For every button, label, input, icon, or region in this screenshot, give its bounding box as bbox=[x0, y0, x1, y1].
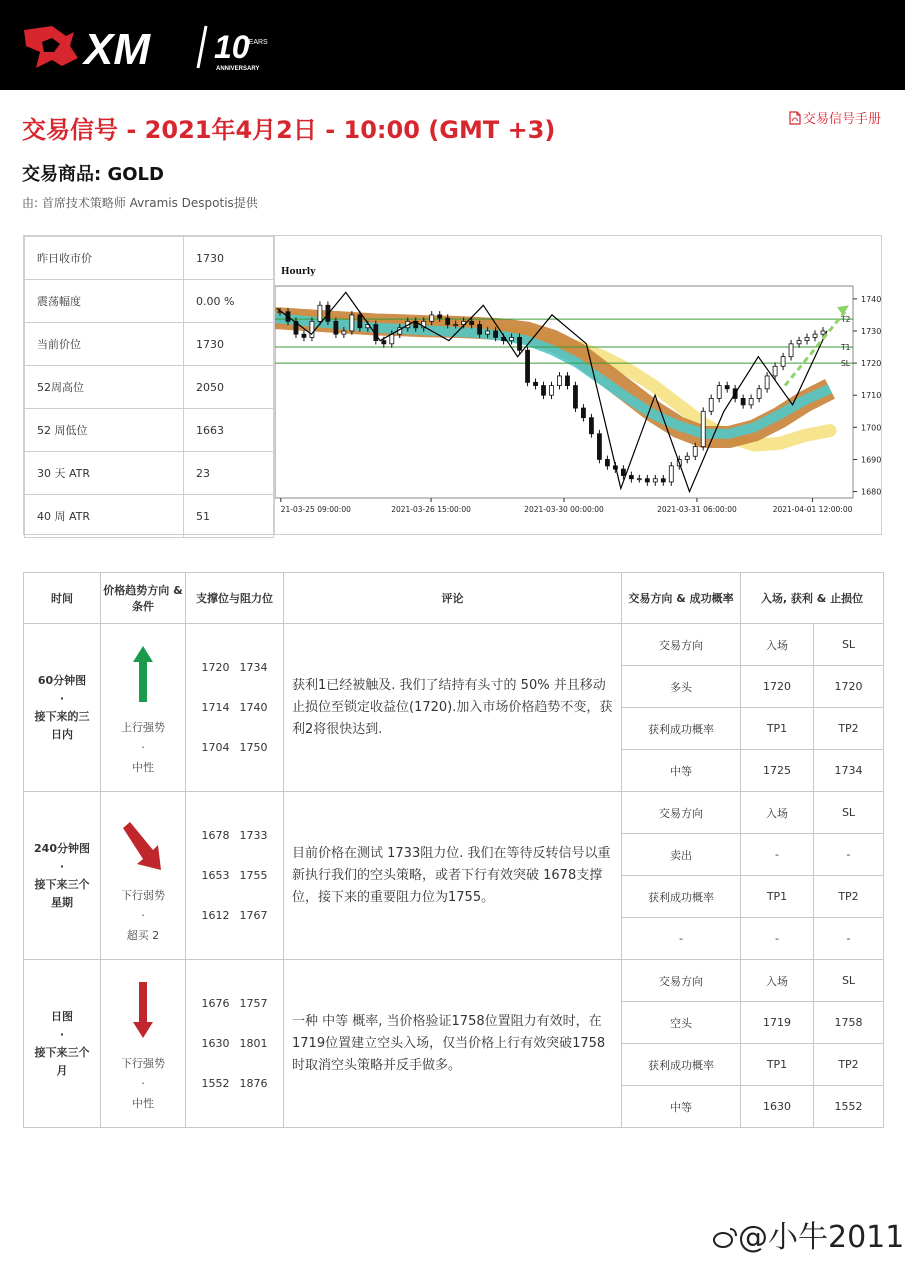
candle-body bbox=[318, 305, 322, 321]
header-comment: 评论 bbox=[284, 573, 622, 624]
candle-body bbox=[773, 366, 777, 376]
comment-cell: 一种 中等 概率, 当价格验证1758位置阻力有效时，在1719位置建立空头入场，仅当价格上行有效突破1758时取消空头策略并反手做多。 bbox=[284, 960, 622, 1128]
levels-cell bbox=[186, 792, 284, 960]
pdf-file-icon bbox=[789, 111, 801, 125]
period-line: 接下来的三 bbox=[34, 709, 90, 723]
resistance-level: 1757 bbox=[239, 996, 268, 1010]
period-line: 接下来三个 bbox=[34, 1045, 90, 1059]
candle-body bbox=[342, 331, 346, 334]
x-tick-label: 2021-03-31 06:00:00 bbox=[657, 505, 737, 514]
candle-body bbox=[637, 479, 641, 480]
candle-body bbox=[725, 386, 729, 389]
y-tick-label: 1740 bbox=[861, 294, 882, 304]
support-level: 1612 bbox=[201, 908, 230, 922]
stats-row bbox=[25, 237, 274, 280]
candle-body bbox=[669, 466, 673, 482]
candle-body bbox=[573, 386, 577, 408]
resistance-level: 1733 bbox=[239, 828, 268, 842]
stats-table bbox=[24, 236, 274, 538]
sub-cell: 获利成功概率 bbox=[622, 1044, 741, 1086]
y-tick-label: 1710 bbox=[861, 391, 882, 401]
stats-row bbox=[25, 495, 274, 538]
candle-body bbox=[597, 434, 601, 460]
period-line: 日图 bbox=[51, 1009, 73, 1023]
candle-body bbox=[717, 386, 721, 399]
level-label: T2 bbox=[841, 315, 851, 325]
candle-body bbox=[302, 334, 306, 337]
stat-label: 30 天 ATR bbox=[25, 452, 184, 495]
candle-body bbox=[701, 411, 705, 446]
candle-body bbox=[789, 344, 793, 357]
orange-band bbox=[275, 318, 830, 437]
candle-body bbox=[661, 479, 665, 482]
period-line: · bbox=[59, 859, 65, 873]
level-pair bbox=[187, 1064, 282, 1104]
trend-cell bbox=[101, 624, 186, 792]
stat-value: 0.00 % bbox=[184, 280, 274, 323]
resistance-level: 1801 bbox=[239, 1036, 268, 1050]
header-time: 时间 bbox=[24, 573, 101, 624]
y-tick-label: 1730 bbox=[861, 326, 882, 336]
candle-body bbox=[382, 341, 386, 344]
header-bar bbox=[0, 0, 905, 90]
signal-row bbox=[24, 624, 884, 666]
sub-cell: 1720 bbox=[741, 666, 814, 708]
support-level: 1676 bbox=[201, 996, 230, 1010]
level-pair bbox=[187, 984, 282, 1024]
header-levels: 支撑位与阻力位 bbox=[186, 573, 284, 624]
sub-cell: SL bbox=[814, 624, 884, 666]
sub-cell: TP1 bbox=[741, 708, 814, 750]
candle-body bbox=[821, 331, 825, 334]
header-direction: 交易方向 & 成功概率 bbox=[622, 573, 741, 624]
candle-body bbox=[350, 315, 354, 331]
logo-text: XM bbox=[84, 25, 150, 72]
stat-value: 51 bbox=[184, 495, 274, 538]
resistance-level: 1876 bbox=[239, 1076, 268, 1090]
signal-manual-link[interactable] bbox=[789, 108, 881, 127]
watermark-text: @小牛2011 bbox=[738, 1220, 905, 1255]
candle-body bbox=[741, 398, 745, 404]
stat-label: 52周高位 bbox=[25, 366, 184, 409]
trend-line: · bbox=[141, 740, 145, 754]
level-label: T1 bbox=[841, 343, 851, 353]
watermark bbox=[712, 1212, 904, 1256]
candle-body bbox=[486, 331, 490, 334]
sub-cell: TP2 bbox=[814, 1044, 884, 1086]
trend-line: 上行强势 bbox=[121, 720, 165, 734]
period-line: · bbox=[59, 691, 65, 705]
level-pair bbox=[187, 688, 282, 728]
projection-arrow bbox=[785, 312, 845, 386]
candle-body bbox=[621, 469, 625, 475]
hourly-chart bbox=[275, 236, 882, 534]
level-pair bbox=[187, 816, 282, 856]
sub-cell: 卖出 bbox=[622, 834, 741, 876]
trend-line: · bbox=[141, 908, 145, 922]
candle-body bbox=[494, 331, 498, 337]
sub-cell: 多头 bbox=[622, 666, 741, 708]
trend-line: 中性 bbox=[132, 1096, 154, 1110]
stats-row bbox=[25, 409, 274, 452]
sub-cell: 1758 bbox=[814, 1002, 884, 1044]
support-level: 1630 bbox=[201, 1036, 230, 1050]
sub-cell: 入场 bbox=[741, 960, 814, 1002]
stat-value: 1730 bbox=[184, 323, 274, 366]
candle-body bbox=[542, 386, 546, 396]
stat-label: 当前价位 bbox=[25, 323, 184, 366]
sub-cell: 中等 bbox=[622, 1086, 741, 1128]
period-line: 240分钟图 bbox=[34, 841, 90, 855]
sub-cell: 交易方向 bbox=[622, 792, 741, 834]
signal-table bbox=[23, 572, 884, 1128]
sub-cell: 入场 bbox=[741, 792, 814, 834]
candle-body bbox=[310, 321, 314, 337]
period-cell bbox=[24, 960, 101, 1128]
resistance-level: 1740 bbox=[239, 700, 268, 714]
stats-row bbox=[25, 452, 274, 495]
resistance-level: 1767 bbox=[239, 908, 268, 922]
candle-body bbox=[693, 447, 697, 457]
arrow-down-right-icon bbox=[121, 820, 165, 872]
level-pair bbox=[187, 856, 282, 896]
candle-body bbox=[765, 376, 769, 389]
candle-body bbox=[470, 321, 474, 324]
x-tick-label: 2021-03-26 15:00:00 bbox=[391, 505, 471, 514]
level-pair bbox=[187, 728, 282, 768]
sub-cell: 1719 bbox=[741, 1002, 814, 1044]
sub-cell: TP2 bbox=[814, 708, 884, 750]
hourly-chart-container bbox=[274, 236, 882, 534]
candle-body bbox=[358, 315, 362, 328]
sub-cell: - bbox=[814, 834, 884, 876]
logo-anniversary: ANNIVERSARY bbox=[216, 66, 260, 72]
candle-body bbox=[454, 325, 458, 326]
xm-logo[interactable] bbox=[22, 22, 282, 72]
level-pair bbox=[187, 648, 282, 688]
candle-body bbox=[781, 357, 785, 367]
header-entry: 入场, 获利 & 止损位 bbox=[741, 573, 884, 624]
trend-line: 下行弱势 bbox=[121, 888, 165, 902]
stat-label: 52 周低位 bbox=[25, 409, 184, 452]
sub-cell: 1720 bbox=[814, 666, 884, 708]
trend-cell bbox=[101, 792, 186, 960]
signal-header-row bbox=[24, 573, 884, 624]
period-line: 日内 bbox=[51, 727, 73, 741]
trend-line: 中性 bbox=[132, 760, 154, 774]
signal-manual-label: 交易信号手册 bbox=[802, 112, 881, 127]
candle-body bbox=[534, 382, 538, 385]
sub-cell: 空头 bbox=[622, 1002, 741, 1044]
support-level: 1678 bbox=[201, 828, 230, 842]
candle-body bbox=[478, 325, 482, 335]
sub-cell: TP1 bbox=[741, 1044, 814, 1086]
period-cell bbox=[24, 624, 101, 792]
candle-body bbox=[518, 337, 522, 350]
x-tick-label: 2021-03-30 00:00:00 bbox=[524, 505, 604, 514]
candle-body bbox=[430, 315, 434, 321]
levels-cell bbox=[186, 960, 284, 1128]
sub-cell: 1552 bbox=[814, 1086, 884, 1128]
sub-cell: - bbox=[622, 918, 741, 960]
trend-cell bbox=[101, 960, 186, 1128]
comment-cell: 获利1已经被触及. 我们了结持有头寸的 50% 并且移动止损位至锁定收益位(1720).加入市场价格趋势不变，获利2将很快达到. bbox=[284, 624, 622, 792]
candle-body bbox=[550, 386, 554, 396]
candle-body bbox=[797, 341, 801, 344]
sub-cell: - bbox=[814, 918, 884, 960]
sub-cell: SL bbox=[814, 792, 884, 834]
sub-cell: 中等 bbox=[622, 750, 741, 792]
candle-body bbox=[438, 315, 442, 318]
period-cell bbox=[24, 792, 101, 960]
sub-cell: 获利成功概率 bbox=[622, 708, 741, 750]
period-line: 接下来三个 bbox=[34, 877, 90, 891]
stat-value: 1730 bbox=[184, 237, 274, 280]
trend-line: · bbox=[141, 1076, 145, 1090]
stats-row bbox=[25, 323, 274, 366]
header-trend: 价格趋势方向 & 条件 bbox=[101, 573, 186, 624]
y-tick-label: 1690 bbox=[861, 455, 882, 465]
level-pair bbox=[187, 1024, 282, 1064]
arrow-down-icon bbox=[133, 982, 153, 1038]
candle-body bbox=[557, 376, 561, 386]
candle-body bbox=[334, 321, 338, 334]
support-level: 1653 bbox=[201, 868, 230, 882]
stat-label: 昨日收市价 bbox=[25, 237, 184, 280]
candle-body bbox=[390, 334, 394, 344]
candle-body bbox=[526, 350, 530, 382]
support-level: 1714 bbox=[201, 700, 230, 714]
support-level: 1704 bbox=[201, 740, 230, 754]
sub-cell: - bbox=[741, 918, 814, 960]
candle-body bbox=[629, 476, 633, 479]
candle-body bbox=[645, 479, 649, 482]
period-line: 星期 bbox=[51, 895, 73, 909]
trend-line: 下行强势 bbox=[121, 1056, 165, 1070]
sub-cell: - bbox=[741, 834, 814, 876]
resistance-level: 1734 bbox=[239, 660, 268, 674]
y-tick-label: 1700 bbox=[861, 423, 882, 433]
stat-value: 23 bbox=[184, 452, 274, 495]
weibo-icon bbox=[712, 1227, 738, 1249]
candle-body bbox=[813, 334, 817, 337]
sub-cell: 交易方向 bbox=[622, 624, 741, 666]
sub-cell: TP1 bbox=[741, 876, 814, 918]
period-line: · bbox=[59, 1027, 65, 1041]
period-line: 月 bbox=[56, 1063, 68, 1077]
period-line: 60分钟图 bbox=[37, 673, 87, 687]
instrument-title: 交易商品: GOLD bbox=[22, 164, 164, 185]
candle-body bbox=[749, 398, 753, 404]
trend-line: 超买 2 bbox=[126, 928, 160, 942]
level-pair bbox=[187, 896, 282, 936]
resistance-level: 1755 bbox=[239, 868, 268, 882]
candle-body bbox=[653, 479, 657, 482]
sub-cell: 1734 bbox=[814, 750, 884, 792]
stat-label: 震荡幅度 bbox=[25, 280, 184, 323]
comment-cell: 目前价格在测试 1733阻力位. 我们在等待反转信号以重新执行我们的空头策略，或者下行有效突破 1678支撑位，接下来的重要阻力位为1755。 bbox=[284, 792, 622, 960]
candle-body bbox=[757, 389, 761, 399]
arrow-up-icon bbox=[133, 646, 153, 702]
candle-body bbox=[510, 337, 514, 340]
page-title: 交易信号 - 2021年4月2日 - 10:00 (GMT +3) bbox=[22, 116, 556, 144]
stat-label: 40 周 ATR bbox=[25, 495, 184, 538]
logo-years-number: 10 bbox=[214, 29, 250, 65]
signal-row bbox=[24, 792, 884, 834]
candle-body bbox=[581, 408, 585, 418]
x-tick-label: 2021-04-01 12:00:00 bbox=[772, 505, 853, 514]
author-line: 由: 首席技术策略师 Avramis Despotis提供 bbox=[22, 196, 258, 210]
candle-body bbox=[805, 337, 809, 340]
support-level: 1552 bbox=[201, 1076, 230, 1090]
candle-body bbox=[589, 418, 593, 434]
levels-cell bbox=[186, 624, 284, 792]
sub-cell: 1725 bbox=[741, 750, 814, 792]
stats-row bbox=[25, 280, 274, 323]
stats-row bbox=[25, 366, 274, 409]
sub-cell: 交易方向 bbox=[622, 960, 741, 1002]
stat-value: 2050 bbox=[184, 366, 274, 409]
candle-body bbox=[685, 456, 689, 459]
y-tick-label: 1680 bbox=[861, 487, 882, 497]
sub-cell: 入场 bbox=[741, 624, 814, 666]
level-label: SL bbox=[841, 359, 850, 369]
chart-title: Hourly bbox=[281, 267, 316, 277]
y-tick-label: 1720 bbox=[861, 359, 882, 369]
sub-cell: 获利成功概率 bbox=[622, 876, 741, 918]
support-level: 1720 bbox=[201, 660, 230, 674]
candle-body bbox=[709, 398, 713, 411]
stat-value: 1663 bbox=[184, 409, 274, 452]
candle-body bbox=[605, 459, 609, 465]
sub-cell: TP2 bbox=[814, 876, 884, 918]
signal-row bbox=[24, 960, 884, 1002]
x-tick-label: 21-03-25 09:00:00 bbox=[280, 505, 351, 514]
resistance-level: 1750 bbox=[239, 740, 268, 754]
logo-years: YEARS bbox=[244, 39, 268, 46]
projection-arrowhead bbox=[837, 305, 849, 315]
sub-cell: SL bbox=[814, 960, 884, 1002]
candle-body bbox=[446, 318, 450, 324]
stats-panel bbox=[23, 235, 882, 535]
candle-body bbox=[565, 376, 569, 386]
sub-cell: 1630 bbox=[741, 1086, 814, 1128]
